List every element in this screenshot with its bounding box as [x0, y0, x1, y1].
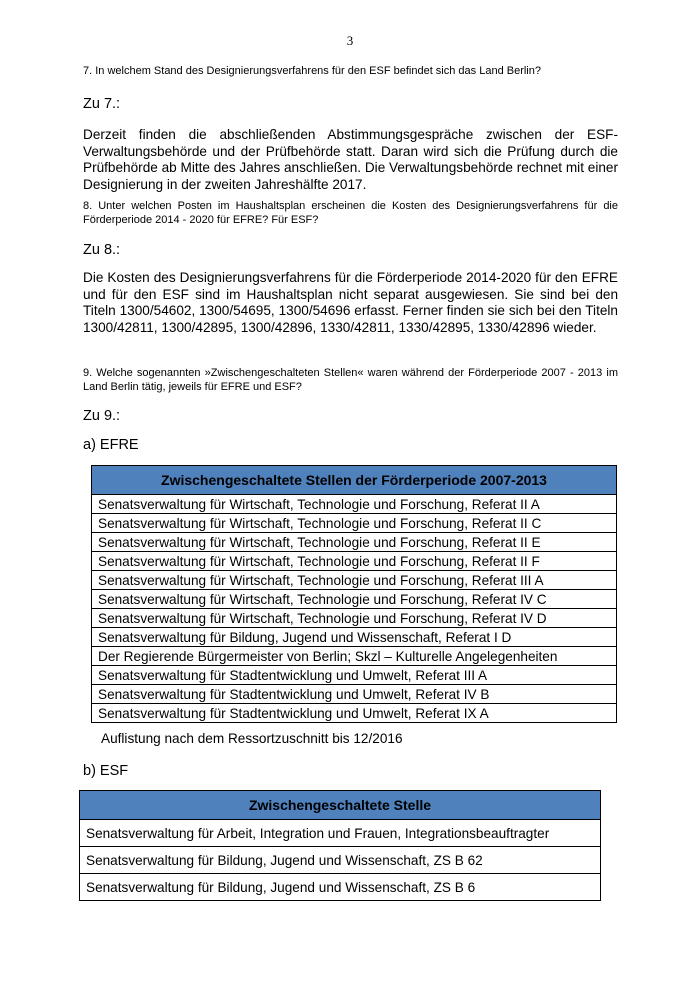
answer-8-text: Die Kosten des Designierungsverfahrens für die Förderperiode 2014-2020 für den EFRE und für den ESF sind im Haushaltsplan nicht separat ausgewiesen. Sie sind bei den Titeln 1300/54602, 1300/54695, 1300/54696 erfasst. Ferner finden sie sich bei den Titeln 1300/42811, 1300/42895, 1300/42896, 1330/42811, 1330/42895, 1330/42896 wieder.: [83, 270, 618, 335]
table-row: [92, 571, 617, 590]
esf-table: [79, 790, 601, 901]
table-row: [92, 666, 617, 685]
question-9: 9. Welche sogenannten »Zwischengeschalteten Stellen« waren während der Förderperiode 2007 - 2013 im Land Berlin tätig, jeweils für EFRE und ESF?: [83, 367, 618, 393]
answer-8-heading: Zu 8.:: [83, 242, 121, 258]
question-8: 8. Unter welchen Posten im Haushaltsplan erscheinen die Kosten des Designierungsverfahrens für die Förderperiode 2014 - 2020 für EFRE? Für ESF?: [83, 200, 618, 226]
answer-9-heading: Zu 9.:: [83, 408, 121, 424]
table-row: [92, 514, 617, 533]
table-row: [92, 590, 617, 609]
table-cell: Senatsverwaltung für Wirtschaft, Technologie und Forschung, Referat IV C: [92, 590, 617, 609]
page-number: 3: [346, 33, 354, 48]
table-cell: Senatsverwaltung für Wirtschaft, Technologie und Forschung, Referat II A: [92, 495, 617, 514]
table-cell: Senatsverwaltung für Stadtentwicklung und Umwelt, Referat IV B: [92, 685, 617, 704]
efre-table-note: Auflistung nach dem Ressortzuschnitt bis 12/2016: [101, 731, 403, 746]
table-row: [92, 609, 617, 628]
table-cell: Senatsverwaltung für Wirtschaft, Technologie und Forschung, Referat III A: [92, 571, 617, 590]
table-cell: Senatsverwaltung für Stadtentwicklung und Umwelt, Referat III A: [92, 666, 617, 685]
question-7: 7. In welchem Stand des Designierungsverfahrens für den ESF befindet sich das Land Berlin?: [83, 65, 541, 77]
answer-7-heading: Zu 7.:: [83, 96, 121, 112]
table-cell: Senatsverwaltung für Stadtentwicklung und Umwelt, Referat IX A: [92, 704, 617, 723]
table-cell: Senatsverwaltung für Bildung, Jugend und Wissenschaft, ZS B 6: [80, 874, 601, 901]
table-row: [92, 704, 617, 723]
efre-table-header: Zwischengeschaltete Stellen der Förderperiode 2007-2013: [92, 466, 617, 495]
table-cell: Senatsverwaltung für Wirtschaft, Technologie und Forschung, Referat IV D: [92, 609, 617, 628]
table-cell: Senatsverwaltung für Wirtschaft, Technologie und Forschung, Referat II C: [92, 514, 617, 533]
efre-table: [91, 465, 617, 723]
table-row: [80, 874, 601, 901]
table-row: [92, 628, 617, 647]
answer-7-text: Derzeit finden die abschließenden Abstimmungsgespräche zwischen der ESF-Verwaltungsbehörde und der Prüfbehörde statt. Daran wird sich die Prüfung durch die Prüfbehörde ab Mitte des Jahres anschließen. Die Verwaltungsbehörde rechnet mit einer Designierung in der zweiten Jahreshälfte 2017.: [83, 127, 618, 192]
table-row: [80, 847, 601, 874]
table-row: [92, 552, 617, 571]
table-cell: Senatsverwaltung für Bildung, Jugend und Wissenschaft, Referat I D: [92, 628, 617, 647]
table-row: [92, 647, 617, 666]
esf-label: b) ESF: [83, 763, 129, 779]
table-row: [92, 685, 617, 704]
table-cell: Senatsverwaltung für Wirtschaft, Technologie und Forschung, Referat II E: [92, 533, 617, 552]
esf-table-header: Zwischengeschaltete Stelle: [80, 791, 601, 820]
table-cell: Senatsverwaltung für Arbeit, Integration und Frauen, Integrationsbeauftragter: [80, 820, 601, 847]
table-cell: Senatsverwaltung für Bildung, Jugend und Wissenschaft, ZS B 62: [80, 847, 601, 874]
table-row: [92, 533, 617, 552]
table-row: [92, 495, 617, 514]
table-row: [80, 820, 601, 847]
efre-label: a) EFRE: [83, 437, 139, 453]
table-cell: Der Regierende Bürgermeister von Berlin; Skzl – Kulturelle Angelegenheiten: [92, 647, 617, 666]
table-cell: Senatsverwaltung für Wirtschaft, Technologie und Forschung, Referat II F: [92, 552, 617, 571]
